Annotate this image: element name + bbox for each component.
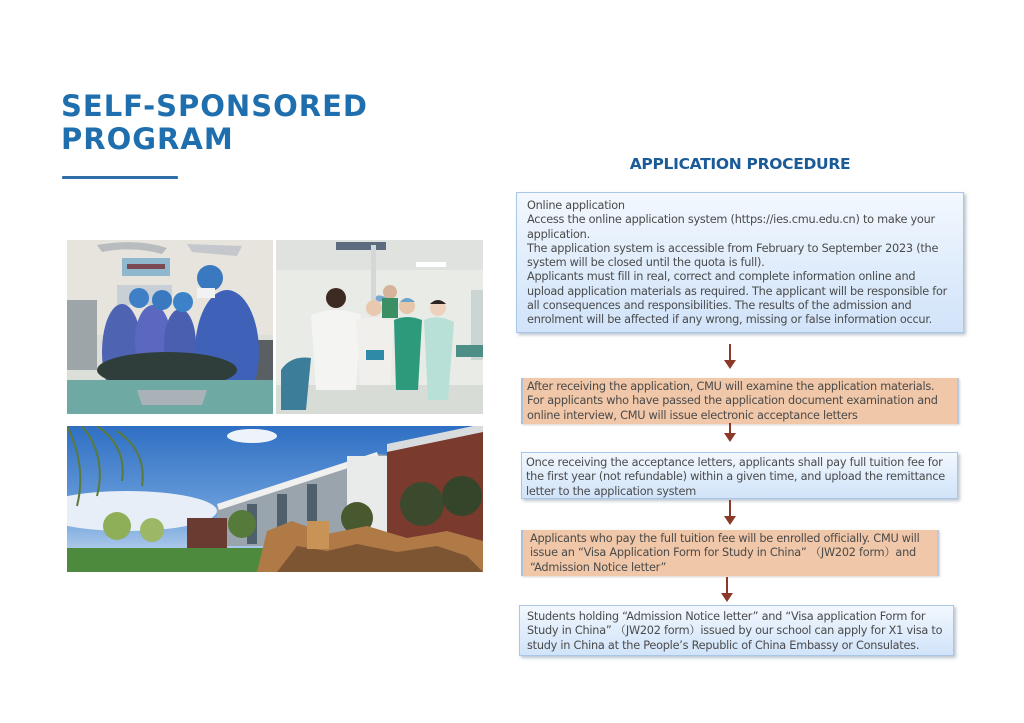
surgery-photo-illustration: [67, 240, 273, 414]
arrow-down-icon: [723, 423, 737, 447]
procedure-step-tuition-payment: [521, 452, 958, 499]
step-1-line-3: The application system is accessible from February to September 2023 (the system will be closed until the quota is full).: [527, 241, 939, 270]
photo-surgery-team: [67, 240, 273, 414]
step-1-line-2: Access the online application system (https://ies.cmu.edu.cn) to make your application.: [527, 213, 935, 241]
step-1-line-1: Online application: [527, 199, 625, 212]
title-line-1: SELF-SPONSORED: [61, 89, 368, 123]
step-1-line-4: Applicants must fill in real, correct and complete information online and upload application materials as required. The applicant will be responsible for all consequences and responsibilities. The results of the admission and enrolment will be affected if any wrong, missing or false information occur.: [527, 270, 948, 327]
procedure-step-examination: [521, 378, 959, 424]
title-underline: [62, 176, 178, 179]
procedure-step-online-application: [516, 192, 964, 333]
step-5-text: Students holding “Admission Notice letter” and “Visa application Form for Study in China” （JW202 form）issued by our school can apply for X1 visa to study in China at the People’s Republic of China Embassy or Consulates.: [527, 610, 943, 652]
procedure-heading: APPLICATION PROCEDURE: [629, 155, 851, 173]
photo-campus-building: [67, 426, 483, 572]
step-2-text: After receiving the application, CMU will examine the application materials. For applicants who have passed the application document examination and online interview, CMU will issue electronic acceptance letters: [527, 380, 938, 422]
step-4-text: Applicants who pay the full tuition fee will be enrolled officially. CMU will issue an “Visa Application Form for Study in China” （JW202 form）and “Admission Notice letter”: [530, 532, 920, 574]
step-3-text: Once receiving the acceptance letters, applicants shall pay full tuition fee for the first year (not refundable) within a given time, and upload the remittance letter to the application system: [526, 456, 945, 498]
photo-medical-staff: [276, 240, 483, 414]
campus-photo-illustration: [67, 426, 483, 572]
arrow-down-icon: [720, 577, 734, 607]
arrow-down-icon: [723, 500, 737, 530]
procedure-step-visa: [519, 605, 954, 656]
page-title: [61, 90, 368, 156]
arrow-down-icon: [723, 344, 737, 374]
procedure-step-enrolment: [521, 530, 939, 576]
title-line-2: PROGRAM: [61, 122, 234, 156]
staff-photo-illustration: [276, 240, 483, 414]
